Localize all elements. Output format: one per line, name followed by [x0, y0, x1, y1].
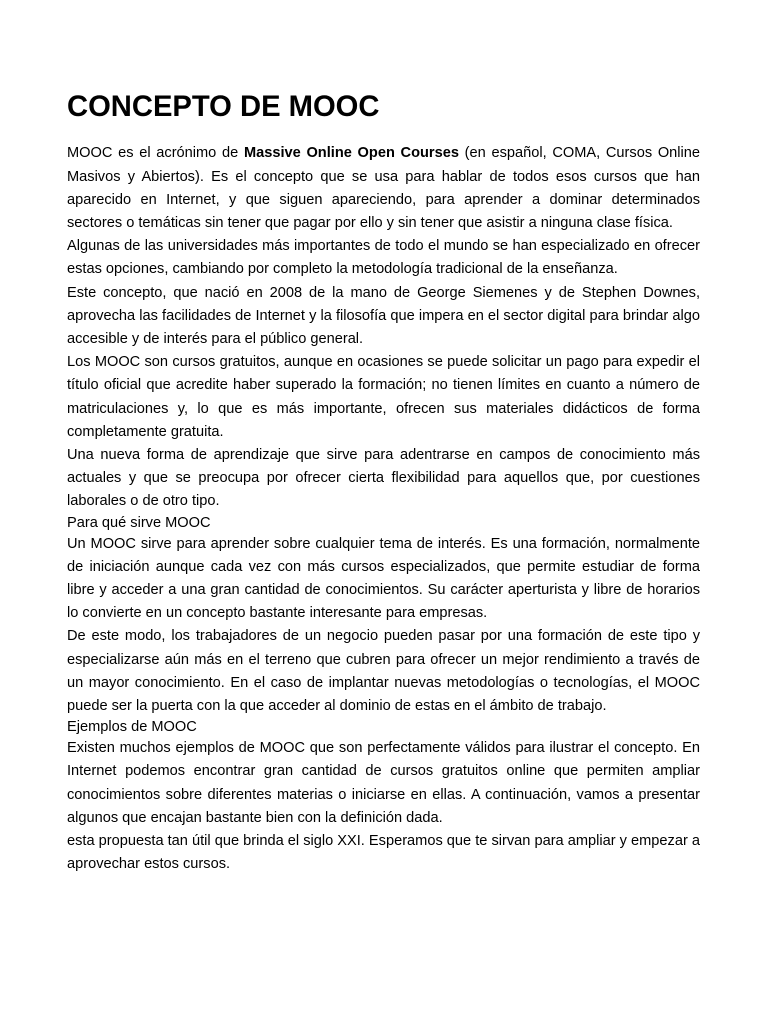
paragraph-purpose: Un MOOC sirve para aprender sobre cualquier tema de interés. Es una formación, normalmente de iniciación aunque cada vez con más cursos especializados, que permite estudiar de forma libre y acceder a una gran cantidad de conocimientos. Su carácter aperturista y libre de horarios lo convierte en un concepto bastante interesante para empresas. — [67, 535, 700, 622]
paragraph-universities: Algunas de las universidades más importantes de todo el mundo se han especializado en ofrecer estas opciones, cambiando por completo la metodología tradicional de la enseñanza. — [67, 238, 700, 278]
intro-text-after: (en español, COMA, Cursos Online Masivos y Abiertos). Es el concepto que se usa para hablar de todos esos cursos que han aparecido en Internet, y que siguen apareciendo, para aprender a dominar determinados sectores o temáticas sin tener que pagar por ello y sin tener que asistir a ninguna clase física. — [67, 145, 701, 231]
paragraph-new-learning: Una nueva forma de aprendizaje que sirve para adentrarse en campos de conocimiento más actuales y que se preocupa por ofrecer cierta flexibilidad para aquellos que, por cuestiones laborales o de otro tipo. — [67, 447, 700, 510]
heading-ejemplos: Ejemplos de MOOC — [67, 719, 197, 736]
paragraph-closing: esta propuesta tan útil que brinda el siglo XXI. Esperamos que te sirvan para ampliar y empezar a aprovechar estos cursos. — [67, 833, 700, 873]
heading-para-que-sirve: Para qué sirve MOOC — [67, 514, 211, 531]
paragraph-examples: Existen muchos ejemplos de MOOC que son perfectamente válidos para ilustrar el concepto. En Internet podemos encontrar gran cantidad de cursos gratuitos online que permiten ampliar conocimientos sobre diferentes materias o iniciarse en ellas. A continuación, vamos a presentar algunos que encajan bastante bien con la definición dada. — [67, 740, 700, 826]
paragraph-workers: De este modo, los trabajadores de un negocio pueden pasar por una formación de este tipo y especializarse aún más en el terreno que cubren para ofrecer un mejor rendimiento a través de un mayor conocimiento. En el caso de implantar nuevas metodologías o tecnologías, el MOOC puede ser la puerta con la que acceder al dominio de estas en el ámbito de trabajo. — [67, 628, 700, 715]
paragraph-origin: Este concepto, que nació en 2008 de la mano de George Siemenes y de Stephen Downes, aprovecha las facilidades de Internet y la filosofía que impera en el sector digital para brindar algo accesible y de interés para el público general. — [67, 284, 700, 347]
paragraph-intro — [67, 142, 700, 235]
document-page — [67, 91, 701, 876]
document-title: CONCEPTO DE MOOC — [67, 91, 380, 123]
intro-text-before: MOOC es el acrónimo de — [67, 145, 244, 162]
intro-bold-term: Massive Online Open Courses — [243, 145, 459, 162]
paragraph-free-courses: Los MOOC son cursos gratuitos, aunque en ocasiones se puede solicitar un pago para expedir el título oficial que acredite haber superado la formación; no tienen límites en cuanto a número de matriculaciones y, lo que es más importante, ofrecen sus materiales didácticos de forma completamente gratuita. — [67, 354, 700, 440]
